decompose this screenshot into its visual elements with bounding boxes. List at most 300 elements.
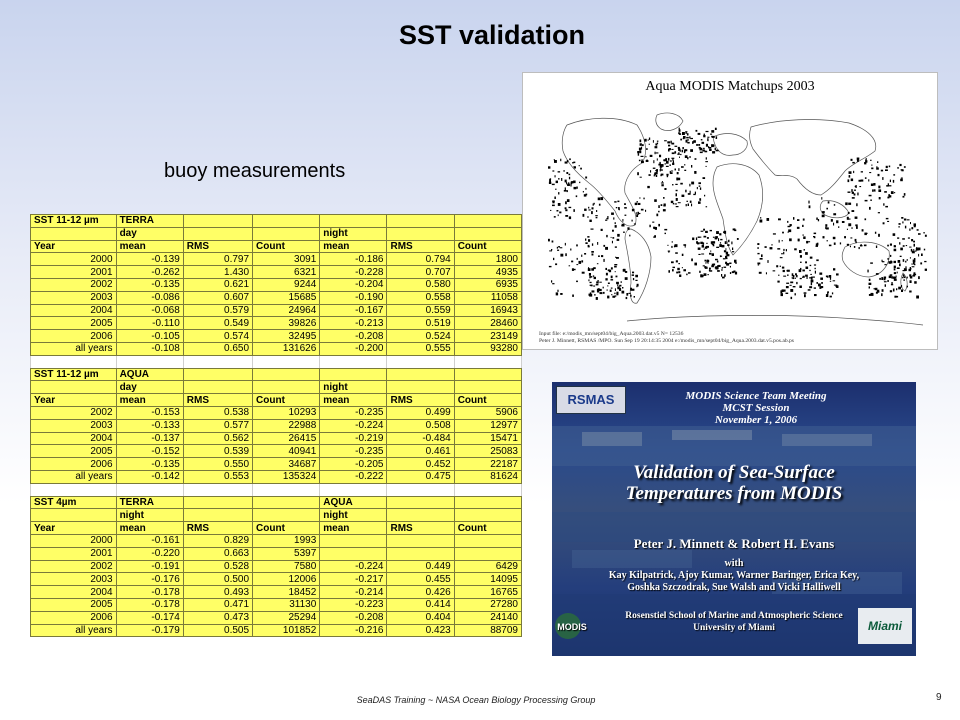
value-cell: -0.152 bbox=[116, 445, 183, 458]
matchup-point bbox=[574, 187, 577, 189]
matchup-point bbox=[589, 276, 592, 278]
blank-cell bbox=[454, 496, 521, 509]
matchup-point bbox=[657, 143, 658, 145]
matchup-point bbox=[803, 234, 804, 236]
year-cell: 2006 bbox=[31, 458, 117, 471]
year-cell: 2002 bbox=[31, 560, 117, 573]
matchup-point bbox=[757, 243, 759, 245]
matchup-point bbox=[805, 275, 808, 277]
value-cell: 0.471 bbox=[183, 598, 252, 611]
matchup-point bbox=[615, 271, 616, 272]
matchup-point bbox=[869, 207, 871, 210]
matchup-point bbox=[777, 281, 779, 283]
matchup-point bbox=[891, 282, 892, 284]
matchup-point bbox=[823, 236, 825, 238]
value-cell: 25083 bbox=[454, 445, 521, 458]
matchup-point bbox=[622, 291, 625, 294]
matchup-point bbox=[821, 286, 824, 288]
matchup-point bbox=[638, 213, 641, 214]
matchup-point bbox=[902, 221, 903, 223]
matchup-point bbox=[724, 250, 726, 252]
matchup-point bbox=[904, 166, 906, 168]
matchup-point bbox=[617, 234, 620, 237]
matchup-points bbox=[548, 128, 927, 300]
column-header: Count bbox=[253, 394, 320, 407]
matchup-point bbox=[627, 227, 629, 230]
matchup-point bbox=[656, 152, 659, 153]
matchup-point bbox=[924, 261, 926, 262]
matchup-point bbox=[587, 217, 589, 218]
matchup-point bbox=[705, 262, 706, 263]
matchup-point bbox=[735, 272, 737, 275]
matchup-point bbox=[901, 217, 903, 219]
matchup-point bbox=[573, 181, 576, 184]
column-header: mean bbox=[320, 240, 387, 253]
matchup-point bbox=[878, 189, 881, 192]
matchup-point bbox=[802, 225, 804, 227]
matchup-point bbox=[760, 217, 761, 218]
blank-cell bbox=[454, 381, 521, 394]
matchup-point bbox=[668, 158, 670, 161]
matchup-point bbox=[913, 241, 915, 243]
matchup-point bbox=[680, 154, 681, 155]
matchup-point bbox=[640, 143, 642, 146]
matchup-point bbox=[603, 287, 604, 289]
value-cell: 6935 bbox=[454, 278, 521, 291]
matchup-point bbox=[625, 215, 627, 216]
map-footer bbox=[539, 331, 794, 345]
matchup-point bbox=[616, 292, 618, 295]
matchup-point bbox=[913, 274, 916, 276]
matchup-point bbox=[854, 190, 856, 191]
matchup-point bbox=[705, 260, 707, 262]
value-cell: 0.499 bbox=[387, 406, 454, 419]
year-cell: all years bbox=[31, 470, 117, 483]
matchup-point bbox=[594, 294, 595, 296]
matchup-point bbox=[821, 197, 822, 200]
matchup-point bbox=[903, 270, 906, 271]
matchup-point bbox=[576, 195, 578, 197]
value-cell: -0.190 bbox=[320, 291, 387, 304]
miami-logo-text: Miami bbox=[867, 619, 902, 633]
matchup-point bbox=[570, 249, 571, 251]
matchup-point bbox=[793, 286, 796, 287]
matchup-point bbox=[847, 229, 848, 230]
matchup-point bbox=[704, 249, 705, 250]
matchup-point bbox=[661, 204, 663, 206]
matchup-point bbox=[617, 201, 619, 203]
blank-cell bbox=[253, 496, 320, 509]
matchup-point bbox=[904, 193, 906, 196]
matchup-point bbox=[877, 161, 878, 163]
matchup-point bbox=[706, 267, 707, 269]
matchup-point bbox=[576, 281, 578, 283]
matchup-point bbox=[884, 191, 887, 193]
matchup-point bbox=[852, 210, 855, 212]
value-cell: -0.484 bbox=[387, 432, 454, 445]
matchup-point bbox=[673, 267, 676, 268]
matchup-point bbox=[672, 184, 674, 185]
value-cell: 24140 bbox=[454, 611, 521, 624]
matchup-point bbox=[890, 274, 893, 276]
matchup-point bbox=[832, 292, 833, 294]
matchup-point bbox=[878, 234, 880, 237]
matchup-point bbox=[626, 293, 628, 296]
matchup-point bbox=[583, 191, 584, 192]
matchup-point bbox=[783, 252, 784, 255]
matchup-point bbox=[552, 200, 554, 203]
blank-cell bbox=[387, 215, 454, 228]
matchup-point bbox=[558, 178, 560, 179]
matchup-point bbox=[910, 268, 912, 269]
column-header: mean bbox=[116, 522, 183, 535]
matchup-point bbox=[897, 267, 899, 268]
matchup-point bbox=[549, 250, 552, 251]
matchup-point bbox=[704, 134, 705, 137]
matchup-point bbox=[725, 241, 727, 244]
column-header: Count bbox=[253, 522, 320, 535]
matchup-point bbox=[702, 150, 705, 152]
matchup-point bbox=[788, 226, 791, 227]
matchup-point bbox=[692, 141, 694, 144]
matchup-point bbox=[606, 235, 608, 237]
matchup-point bbox=[654, 227, 656, 229]
matchup-point bbox=[800, 255, 802, 258]
matchup-point bbox=[661, 183, 664, 184]
matchup-point bbox=[641, 156, 644, 157]
matchup-point bbox=[848, 203, 851, 205]
institution-university: University of Miami bbox=[693, 623, 775, 633]
value-cell: -0.179 bbox=[116, 624, 183, 637]
table-row bbox=[31, 304, 522, 317]
matchup-point bbox=[573, 166, 575, 167]
value-cell: 32495 bbox=[253, 330, 320, 343]
matchup-point bbox=[899, 264, 901, 267]
matchup-point bbox=[549, 179, 551, 182]
column-header: mean bbox=[116, 394, 183, 407]
matchup-point bbox=[684, 150, 685, 153]
blank-cell bbox=[31, 509, 117, 522]
matchup-point bbox=[716, 231, 719, 234]
matchup-point bbox=[585, 177, 587, 179]
value-cell: -0.153 bbox=[116, 406, 183, 419]
matchup-point bbox=[694, 263, 697, 266]
column-header: RMS bbox=[183, 394, 252, 407]
value-cell: 16943 bbox=[454, 304, 521, 317]
matchup-point bbox=[827, 240, 828, 241]
matchup-point bbox=[588, 239, 590, 242]
matchup-point bbox=[876, 167, 879, 169]
value-cell: 0.577 bbox=[183, 419, 252, 432]
matchup-point bbox=[891, 191, 894, 194]
value-cell: 0.461 bbox=[387, 445, 454, 458]
matchup-point bbox=[826, 294, 828, 297]
matchup-point bbox=[872, 189, 874, 191]
matchup-point bbox=[560, 159, 561, 162]
value-cell: 0.797 bbox=[183, 253, 252, 266]
matchup-point bbox=[667, 174, 668, 177]
matchup-point bbox=[683, 244, 686, 246]
matchup-point bbox=[760, 220, 763, 223]
value-cell: 28460 bbox=[454, 317, 521, 330]
value-cell: -0.108 bbox=[116, 342, 183, 355]
matchup-point bbox=[806, 241, 808, 244]
value-cell: 14095 bbox=[454, 573, 521, 586]
matchup-point bbox=[588, 279, 589, 281]
matchup-point bbox=[632, 209, 635, 212]
value-cell: 0.508 bbox=[387, 419, 454, 432]
value-cell: 27280 bbox=[454, 598, 521, 611]
matchup-point bbox=[827, 292, 828, 295]
matchup-point bbox=[565, 209, 567, 211]
matchup-point bbox=[907, 286, 908, 288]
matchup-point bbox=[653, 140, 654, 143]
cover-title bbox=[552, 462, 916, 504]
matchup-point bbox=[691, 165, 692, 168]
value-cell: -0.135 bbox=[116, 278, 183, 291]
year-cell: 2006 bbox=[31, 611, 117, 624]
value-cell: -0.068 bbox=[116, 304, 183, 317]
matchup-point bbox=[889, 195, 892, 197]
matchup-point bbox=[917, 229, 919, 231]
matchup-point bbox=[795, 273, 797, 275]
matchup-point bbox=[910, 257, 911, 258]
group-header-row bbox=[31, 227, 522, 240]
matchup-point bbox=[854, 246, 855, 248]
column-header-row bbox=[31, 240, 522, 253]
table-row bbox=[31, 547, 522, 560]
coastlines bbox=[562, 113, 923, 325]
matchup-point bbox=[709, 149, 712, 151]
matchup-point bbox=[717, 270, 720, 272]
matchup-point bbox=[653, 160, 654, 163]
matchup-point bbox=[587, 236, 589, 238]
matchup-point bbox=[786, 286, 789, 288]
miami-logo bbox=[858, 608, 912, 644]
matchup-point bbox=[865, 200, 868, 202]
matchup-point bbox=[596, 297, 598, 300]
second-platform-label: AQUA bbox=[320, 496, 387, 509]
column-header: Count bbox=[454, 522, 521, 535]
matchup-point bbox=[615, 295, 617, 296]
matchup-point bbox=[720, 255, 721, 257]
matchup-point bbox=[705, 231, 708, 233]
matchup-point bbox=[554, 216, 556, 218]
table-row bbox=[31, 266, 522, 279]
matchup-point bbox=[814, 287, 816, 288]
matchup-point bbox=[894, 261, 897, 263]
matchup-point bbox=[607, 296, 609, 299]
matchup-point bbox=[903, 259, 905, 262]
matchup-point bbox=[632, 274, 634, 276]
matchup-point bbox=[918, 233, 921, 235]
value-cell: 26415 bbox=[253, 432, 320, 445]
matchup-point bbox=[782, 240, 783, 241]
matchup-point bbox=[708, 263, 709, 264]
column-header: RMS bbox=[387, 394, 454, 407]
matchup-point bbox=[883, 222, 885, 224]
matchup-point bbox=[612, 230, 614, 232]
matchup-point bbox=[849, 175, 851, 178]
matchup-point bbox=[898, 260, 901, 263]
value-cell: -0.213 bbox=[320, 317, 387, 330]
matchup-point bbox=[897, 272, 898, 274]
column-header: RMS bbox=[183, 240, 252, 253]
table-row bbox=[31, 611, 522, 624]
matchup-point bbox=[556, 292, 558, 295]
matchup-point bbox=[878, 186, 880, 189]
matchup-point bbox=[680, 139, 682, 141]
matchup-point bbox=[645, 210, 646, 212]
matchup-point bbox=[717, 261, 719, 263]
matchup-point bbox=[699, 198, 701, 201]
matchup-point bbox=[885, 169, 888, 171]
matchup-point bbox=[893, 289, 895, 292]
matchup-point bbox=[870, 262, 873, 263]
matchup-point bbox=[672, 159, 673, 161]
matchup-point bbox=[661, 169, 663, 171]
matchup-point bbox=[679, 128, 680, 130]
blank-cell bbox=[183, 215, 252, 228]
matchup-point bbox=[600, 292, 603, 294]
value-cell: 0.559 bbox=[387, 304, 454, 317]
value-cell: 135324 bbox=[253, 470, 320, 483]
matchup-point bbox=[865, 218, 867, 220]
value-cell: -0.086 bbox=[116, 291, 183, 304]
matchup-point bbox=[881, 277, 883, 280]
table-row bbox=[31, 470, 522, 483]
matchup-point bbox=[640, 177, 642, 178]
value-cell: 101852 bbox=[253, 624, 320, 637]
matchup-point bbox=[658, 205, 660, 208]
matchup-point bbox=[883, 203, 884, 205]
matchup-point bbox=[560, 293, 562, 295]
matchup-point bbox=[733, 229, 735, 231]
matchup-point bbox=[682, 147, 684, 149]
matchup-point bbox=[816, 259, 818, 261]
value-cell bbox=[454, 534, 521, 547]
matchup-point bbox=[720, 239, 722, 240]
matchup-point bbox=[848, 212, 850, 214]
matchup-point bbox=[885, 206, 888, 208]
section-gap-row bbox=[31, 483, 522, 496]
matchup-point bbox=[833, 223, 834, 226]
matchup-point bbox=[869, 294, 872, 296]
matchup-point bbox=[814, 264, 816, 265]
matchup-point bbox=[702, 142, 705, 144]
matchup-point bbox=[563, 170, 565, 171]
matchup-point bbox=[783, 276, 786, 277]
matchup-point bbox=[809, 277, 811, 278]
matchup-point bbox=[654, 175, 655, 177]
matchup-point bbox=[918, 254, 919, 257]
matchup-point bbox=[902, 277, 903, 278]
matchup-point bbox=[675, 244, 678, 247]
value-cell: 93280 bbox=[454, 342, 521, 355]
matchup-point bbox=[629, 235, 630, 237]
matchup-point bbox=[659, 155, 661, 158]
matchup-point bbox=[658, 164, 661, 166]
matchup-point bbox=[671, 246, 672, 248]
value-cell: 3091 bbox=[253, 253, 320, 266]
table-row bbox=[31, 534, 522, 547]
section-label: SST 4µm bbox=[31, 496, 117, 509]
matchup-point bbox=[878, 174, 880, 176]
matchup-point bbox=[662, 181, 663, 182]
matchup-point bbox=[683, 269, 686, 271]
matchup-point bbox=[828, 201, 830, 203]
matchup-point bbox=[783, 249, 784, 251]
value-cell: 5397 bbox=[253, 547, 320, 560]
matchup-point bbox=[555, 189, 557, 190]
matchup-point bbox=[900, 256, 902, 257]
value-cell: -0.228 bbox=[320, 266, 387, 279]
matchup-point bbox=[690, 149, 693, 152]
matchup-point bbox=[713, 244, 715, 246]
matchup-point bbox=[657, 158, 658, 160]
section-header-row bbox=[31, 368, 522, 381]
year-cell: 2000 bbox=[31, 253, 117, 266]
table-row bbox=[31, 598, 522, 611]
column-header: Year bbox=[31, 240, 117, 253]
slide-footer: SeaDAS Training ~ NASA Ocean Biology Processing Group bbox=[356, 695, 596, 705]
matchup-point bbox=[665, 158, 667, 161]
group-label: night bbox=[116, 509, 183, 522]
matchup-point bbox=[672, 269, 674, 271]
matchup-point bbox=[851, 228, 853, 229]
matchup-point bbox=[894, 245, 896, 246]
matchup-point bbox=[790, 285, 792, 286]
matchup-point bbox=[657, 141, 659, 142]
matchup-point bbox=[897, 237, 899, 238]
matchup-point bbox=[709, 270, 710, 272]
value-cell: 25294 bbox=[253, 611, 320, 624]
matchup-point bbox=[732, 251, 734, 252]
value-cell: 0.663 bbox=[183, 547, 252, 560]
blank-cell bbox=[387, 227, 454, 240]
matchup-point bbox=[649, 138, 650, 140]
value-cell: -0.191 bbox=[116, 560, 183, 573]
matchup-point bbox=[591, 229, 594, 230]
matchup-point bbox=[689, 184, 690, 187]
matchup-point bbox=[904, 219, 906, 221]
matchup-point bbox=[682, 150, 683, 153]
matchup-point bbox=[881, 170, 883, 172]
year-cell: 2003 bbox=[31, 573, 117, 586]
cover-title-line-1: Validation of Sea-Surface bbox=[633, 462, 835, 483]
value-cell: -0.205 bbox=[320, 458, 387, 471]
matchup-point bbox=[901, 169, 904, 170]
value-cell: 0.528 bbox=[183, 560, 252, 573]
matchup-point bbox=[914, 244, 916, 247]
matchup-point bbox=[871, 184, 874, 187]
matchup-point bbox=[856, 226, 858, 229]
value-cell: 1.430 bbox=[183, 266, 252, 279]
matchup-point bbox=[658, 211, 660, 213]
matchup-point bbox=[687, 133, 689, 135]
matchup-point bbox=[591, 268, 594, 271]
matchup-point bbox=[567, 199, 570, 202]
table-row bbox=[31, 406, 522, 419]
matchup-point bbox=[758, 264, 759, 265]
matchup-point bbox=[715, 128, 717, 130]
matchup-point bbox=[588, 245, 590, 247]
matchup-point bbox=[646, 148, 647, 150]
matchup-point bbox=[767, 260, 768, 263]
matchup-point bbox=[590, 285, 593, 286]
value-cell: 1800 bbox=[454, 253, 521, 266]
value-cell: -0.186 bbox=[320, 253, 387, 266]
